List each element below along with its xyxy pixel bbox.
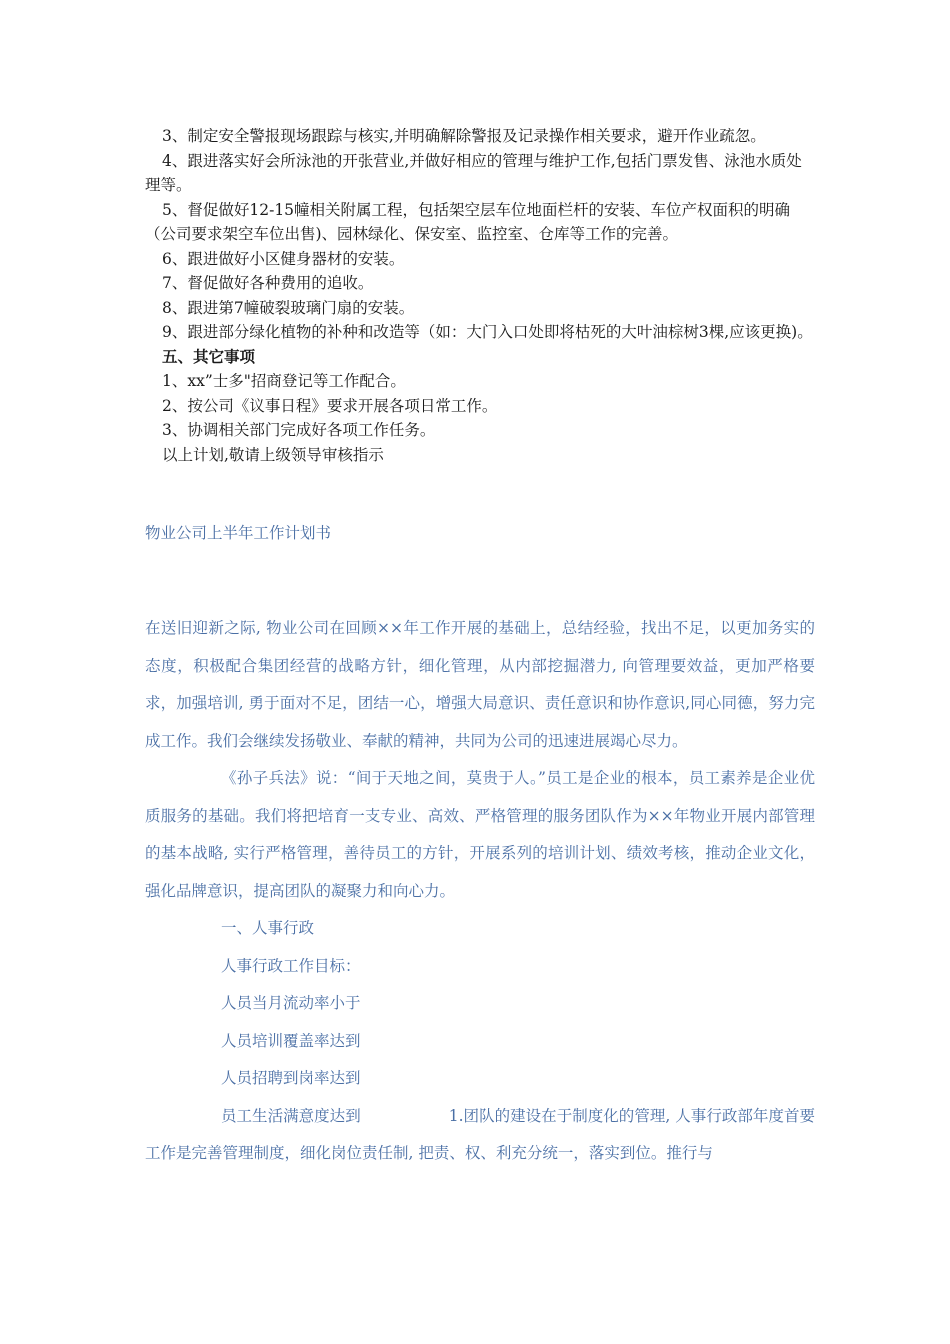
hr-goal-title: 人事行政工作目标： — [221, 956, 361, 975]
closing-line: 以上计划,敬请上级领导审核指示 — [162, 445, 384, 464]
plan-item-9: 9、跟进部分绿化植物的补种和改造等（如：大门入口处即将枯死的大叶油棕树3棵,应该更换)。 — [162, 323, 813, 341]
section-heading-other: 五、其它事项 — [162, 346, 256, 366]
intro-paragraph: 在送旧迎新之际, 物业公司在回顾××年工作开展的基础上，总结经验，找出不足，以更加务实的态度，积极配合集团经营的战略方针，细化管理，从内部挖掘潜力, 向管理要效益，更加严格要求，加强培训, 勇于面对不足，团结一心，增强大局意识、责任意识和协作意识,同心同德，努力完成工作。我们会继续发扬敬业、奉献的精神，共同为公司的迅速进展竭心尽力。 — [145, 619, 815, 750]
other-item-1: 1、xx”士多"招商登记等工作配合。 — [162, 372, 406, 390]
other-item-2: 2、按公司《议事日程》要求开展各项日常工作。 — [162, 396, 498, 415]
plan-item-4: 4、跟进落实好会所泳池的开张营业,并做好相应的管理与维护工作,包括门票发售、泳池水质处理等。 — [145, 151, 802, 194]
plan-item-3: 3、制定安全警报现场跟踪与核实,并明确解除警报及记录操作相关要求，避开作业疏忽。 — [162, 127, 766, 145]
document-title: 物业公司上半年工作计划书 — [145, 524, 332, 542]
plan-item-6: 6、跟进做好小区健身器材的安装。 — [162, 249, 405, 268]
hr-goal-turnover: 人员当月流动率小于 — [221, 994, 361, 1012]
work-plan-list — [145, 124, 815, 467]
sunzi-paragraph: 《孙子兵法》说：“间于天地之间，莫贵于人。”员工是企业的根本，员工素养是企业优质服务的基础。我们将把培育一支专业、高效、严格管理的服务团队作为××年物业开展内部管理的基本战略, 实行严格管理，善待员工的方针，开展系列的培训计划、绩效考核，推动企业文化，强化品牌意识，提高团队的凝聚力和向心力。 — [145, 769, 815, 900]
plan-body — [145, 610, 815, 1173]
plan-item-7: 7、督促做好各种费用的追收。 — [162, 274, 374, 292]
plan-item-5: 5、督促做好12-15幢相关附属工程，包括架空层车位地面栏杆的安装、车位产权面积的明确（公司要求架空车位出售)、园林绿化、保安室、监控室、仓库等工作的完善。 — [145, 200, 791, 243]
plan-item-8: 8、跟进第7幢破裂玻璃门扇的安装。 — [162, 298, 415, 317]
hr-goal-training: 人员培训覆盖率达到 — [221, 1031, 361, 1050]
team-building-paragraph: 1.团队的建设在于制度化的管理, 人事行政部年度首要工作是完善管理制度，细化岗位责任制, 把责、权、利充分统一，落实到位。推行与 — [145, 1106, 815, 1162]
heading-hr-admin: 一、人事行政 — [221, 919, 315, 937]
hr-goal-satisfaction-paragraph — [145, 1098, 815, 1173]
hr-goal-recruitment: 人员招聘到岗率达到 — [221, 1069, 361, 1087]
hr-goal-satisfaction: 员工生活满意度达到 — [221, 1106, 361, 1125]
other-item-3: 3、协调相关部门完成好各项工作任务。 — [162, 421, 436, 439]
